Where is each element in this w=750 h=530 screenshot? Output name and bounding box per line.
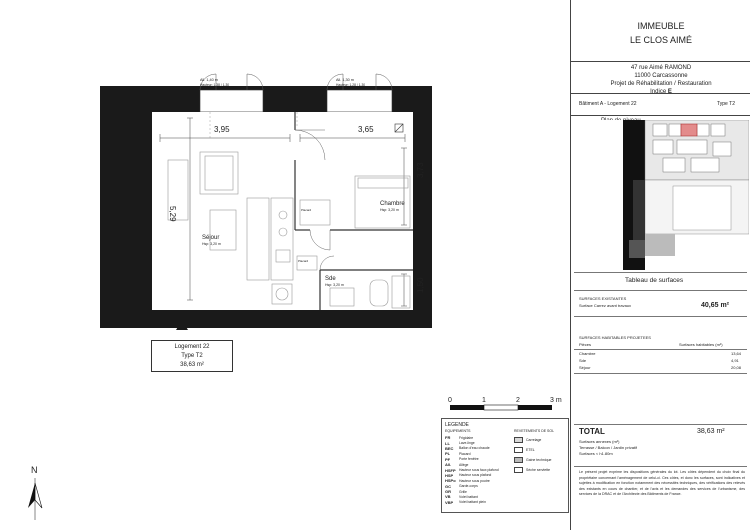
room-sde-height: Hsp: 3,20 m (325, 283, 344, 287)
room-row-value: 4,91 (731, 358, 739, 363)
unit-type: Type T2 (181, 353, 203, 359)
legend-equip-code: PL (445, 451, 451, 457)
legend-equip-desc: Hauteur sous faux plafond (459, 468, 499, 473)
room-row-name: Séjour (579, 365, 591, 370)
window-note-left-sub: Hauteur: 1,38 / 1,30 (200, 83, 230, 87)
dim-width-left: 3,95 (214, 125, 230, 134)
legend-equip-desc: Lave-linge (459, 441, 475, 446)
total-value: 38,63 m² (697, 428, 725, 435)
address-line1: 47 rue Aimé RAMOND (630, 65, 692, 71)
placard-label: Placard (298, 259, 309, 263)
window-note-left: All. 1,40 m (200, 78, 218, 82)
legend-equip-row (445, 500, 511, 505)
legend-title: LEGENDE (445, 422, 469, 428)
room-sejour-label: Séjour (202, 235, 220, 241)
legend-rev-label: Carrelage (526, 438, 542, 442)
room-sde-label: Sde (325, 276, 336, 282)
legend-equip-desc: Grille (459, 489, 467, 494)
legend-equip-desc: Hauteur sous poutre (459, 478, 490, 483)
batiment-label: Bâtiment A - Logement 22 (579, 101, 637, 107)
surfaces-title: Tableau de surfaces (625, 277, 684, 284)
dim-height-right: 3,73 (416, 162, 425, 178)
legend-rev-swatch (514, 467, 523, 473)
room-chambre-height: Hsp: 3,20 m (380, 208, 399, 212)
legend-equip-desc: Volet battant plein (459, 500, 486, 505)
unit-name: Logement 22 (174, 344, 210, 350)
legend-equip-code: LL (445, 440, 450, 446)
legend-equip-code: HSFP (445, 467, 456, 473)
legend-equip-code: All. (445, 462, 452, 468)
legend-equip-desc: Garde-corps (459, 484, 478, 489)
project-name-section (571, 0, 750, 62)
existing-value: 40,65 m² (701, 302, 730, 309)
disclaimer: Le présent projet exprime les dispositions générales du lot. Les côtes dépendent du choix final du propriétaire concernant l'aménagement de celui-ci. Ces côtes, et donc les surfaces, sont indicatives et sujettes à modification en fonction notamment des nécessités techniques, des vérifications des relevés des existants en cours de chantier, et de l'avis et les demandes des services de l'urbanisme, des services de la DRAC et de l'Architecte des Bâtiments de France. (579, 470, 745, 497)
legend-equip-code: PF (445, 456, 451, 462)
room-row-value: 20,08 (731, 365, 742, 370)
total-label: TOTAL (579, 427, 605, 436)
legend-rev-row (514, 455, 568, 465)
legend (441, 418, 569, 513)
legend-rev-label: ETEL (526, 448, 535, 452)
key-map-unit-highlight (681, 124, 697, 136)
annex-label: Surfaces annexes (m²) (579, 439, 620, 444)
legend-equip-desc: Frigidaire (459, 435, 474, 440)
legend-rev-swatch (514, 437, 523, 443)
room-row-name: Sde (579, 358, 587, 363)
project-line2: LE CLOS AIMÉ (629, 35, 693, 45)
legend-rev-swatch (514, 447, 523, 453)
title-block (570, 0, 750, 530)
annex-line3: Surfaces < h1.80m (579, 451, 613, 456)
legend-equip-desc: Ballon d'eau chaude (459, 446, 490, 451)
legend-equip-desc: Allège (459, 462, 469, 467)
existing-label: Surface Carrez avant travaux (579, 303, 632, 308)
col-surface: Surfaces habitables (m²) (679, 342, 723, 347)
legend-equip-code: VB (445, 494, 451, 500)
window-note-right-sub: Hauteur: 1,28 / 1,30 (336, 83, 366, 87)
legend-equip-code: GC (445, 483, 451, 489)
legend-equip-desc: Hauteur sous plafond (459, 473, 492, 478)
address-line2: 11000 Carcassonne (634, 73, 688, 79)
north-label: N (31, 465, 38, 475)
hab-head: SURFACES HABITABLES PROJETEES (579, 335, 651, 340)
key-map (573, 120, 749, 270)
legend-equip-desc: Porte fenêtre (459, 457, 479, 462)
scale-tick-0: 0 (448, 397, 452, 404)
project-line1: IMMEUBLE (637, 21, 685, 31)
annex-line2: Terrasse / Balcon / Jardin privatif (579, 445, 638, 450)
indice-label: Indice (650, 89, 667, 95)
legend-rev-row (514, 435, 568, 445)
dim-height-left: 5,29 (168, 206, 177, 222)
scale-tick-2: 2 (516, 397, 520, 404)
legend-rev-swatch (514, 457, 523, 463)
col-pieces: Pièces (579, 342, 592, 347)
unit-area: 38,63 m² (180, 362, 204, 368)
indice-value: E (667, 89, 672, 95)
address-section (571, 62, 750, 94)
legend-rev-label: Gaine technique (526, 458, 552, 462)
legend-equip-head: EQUIPEMENTS (445, 429, 471, 433)
legend-equip-code: BEC (445, 445, 454, 451)
window-note-right: All. 1,30 m (336, 78, 354, 82)
placard-label-2: Placard (301, 208, 312, 212)
dim-height-sde: 1,50 (416, 277, 425, 293)
legend-rev-label: Sèche serviette (526, 468, 551, 472)
scale-tick-3: 3 m (550, 397, 562, 404)
unit-label-box (151, 340, 233, 372)
legend-rev-row (514, 465, 568, 475)
dim-width-right: 3,65 (358, 125, 374, 134)
legend-revetements (514, 429, 568, 475)
scale-tick-1: 1 (482, 397, 486, 404)
legend-equip-code: FR (445, 435, 451, 441)
room-chambre-label: Chambre (380, 201, 405, 207)
legend-equip-code: HSPo (445, 478, 456, 484)
room-sejour-height: Hsp: 3,20 m (202, 242, 221, 246)
lot-section (571, 94, 750, 116)
type-label: Type T2 (717, 101, 735, 107)
project-desc: Projet de Réhabilitation / Restauration (610, 81, 712, 87)
legend-rev-row (514, 445, 568, 455)
legend-equipments (445, 429, 511, 505)
legend-equip-code: VBP (445, 499, 454, 505)
legend-equip-desc: Volet battant (459, 494, 478, 499)
room-row-name: Chambre (579, 351, 596, 356)
legend-equip-code: GR (445, 489, 451, 495)
legend-equip-desc: Placard (459, 451, 471, 456)
legend-rev-head: REVETEMENTS DE SOL (514, 429, 555, 433)
legend-equip-code: HSP (445, 472, 454, 478)
room-row-value: 13,64 (731, 351, 742, 356)
existing-head: SURFACES EXISTANTES (579, 296, 627, 301)
